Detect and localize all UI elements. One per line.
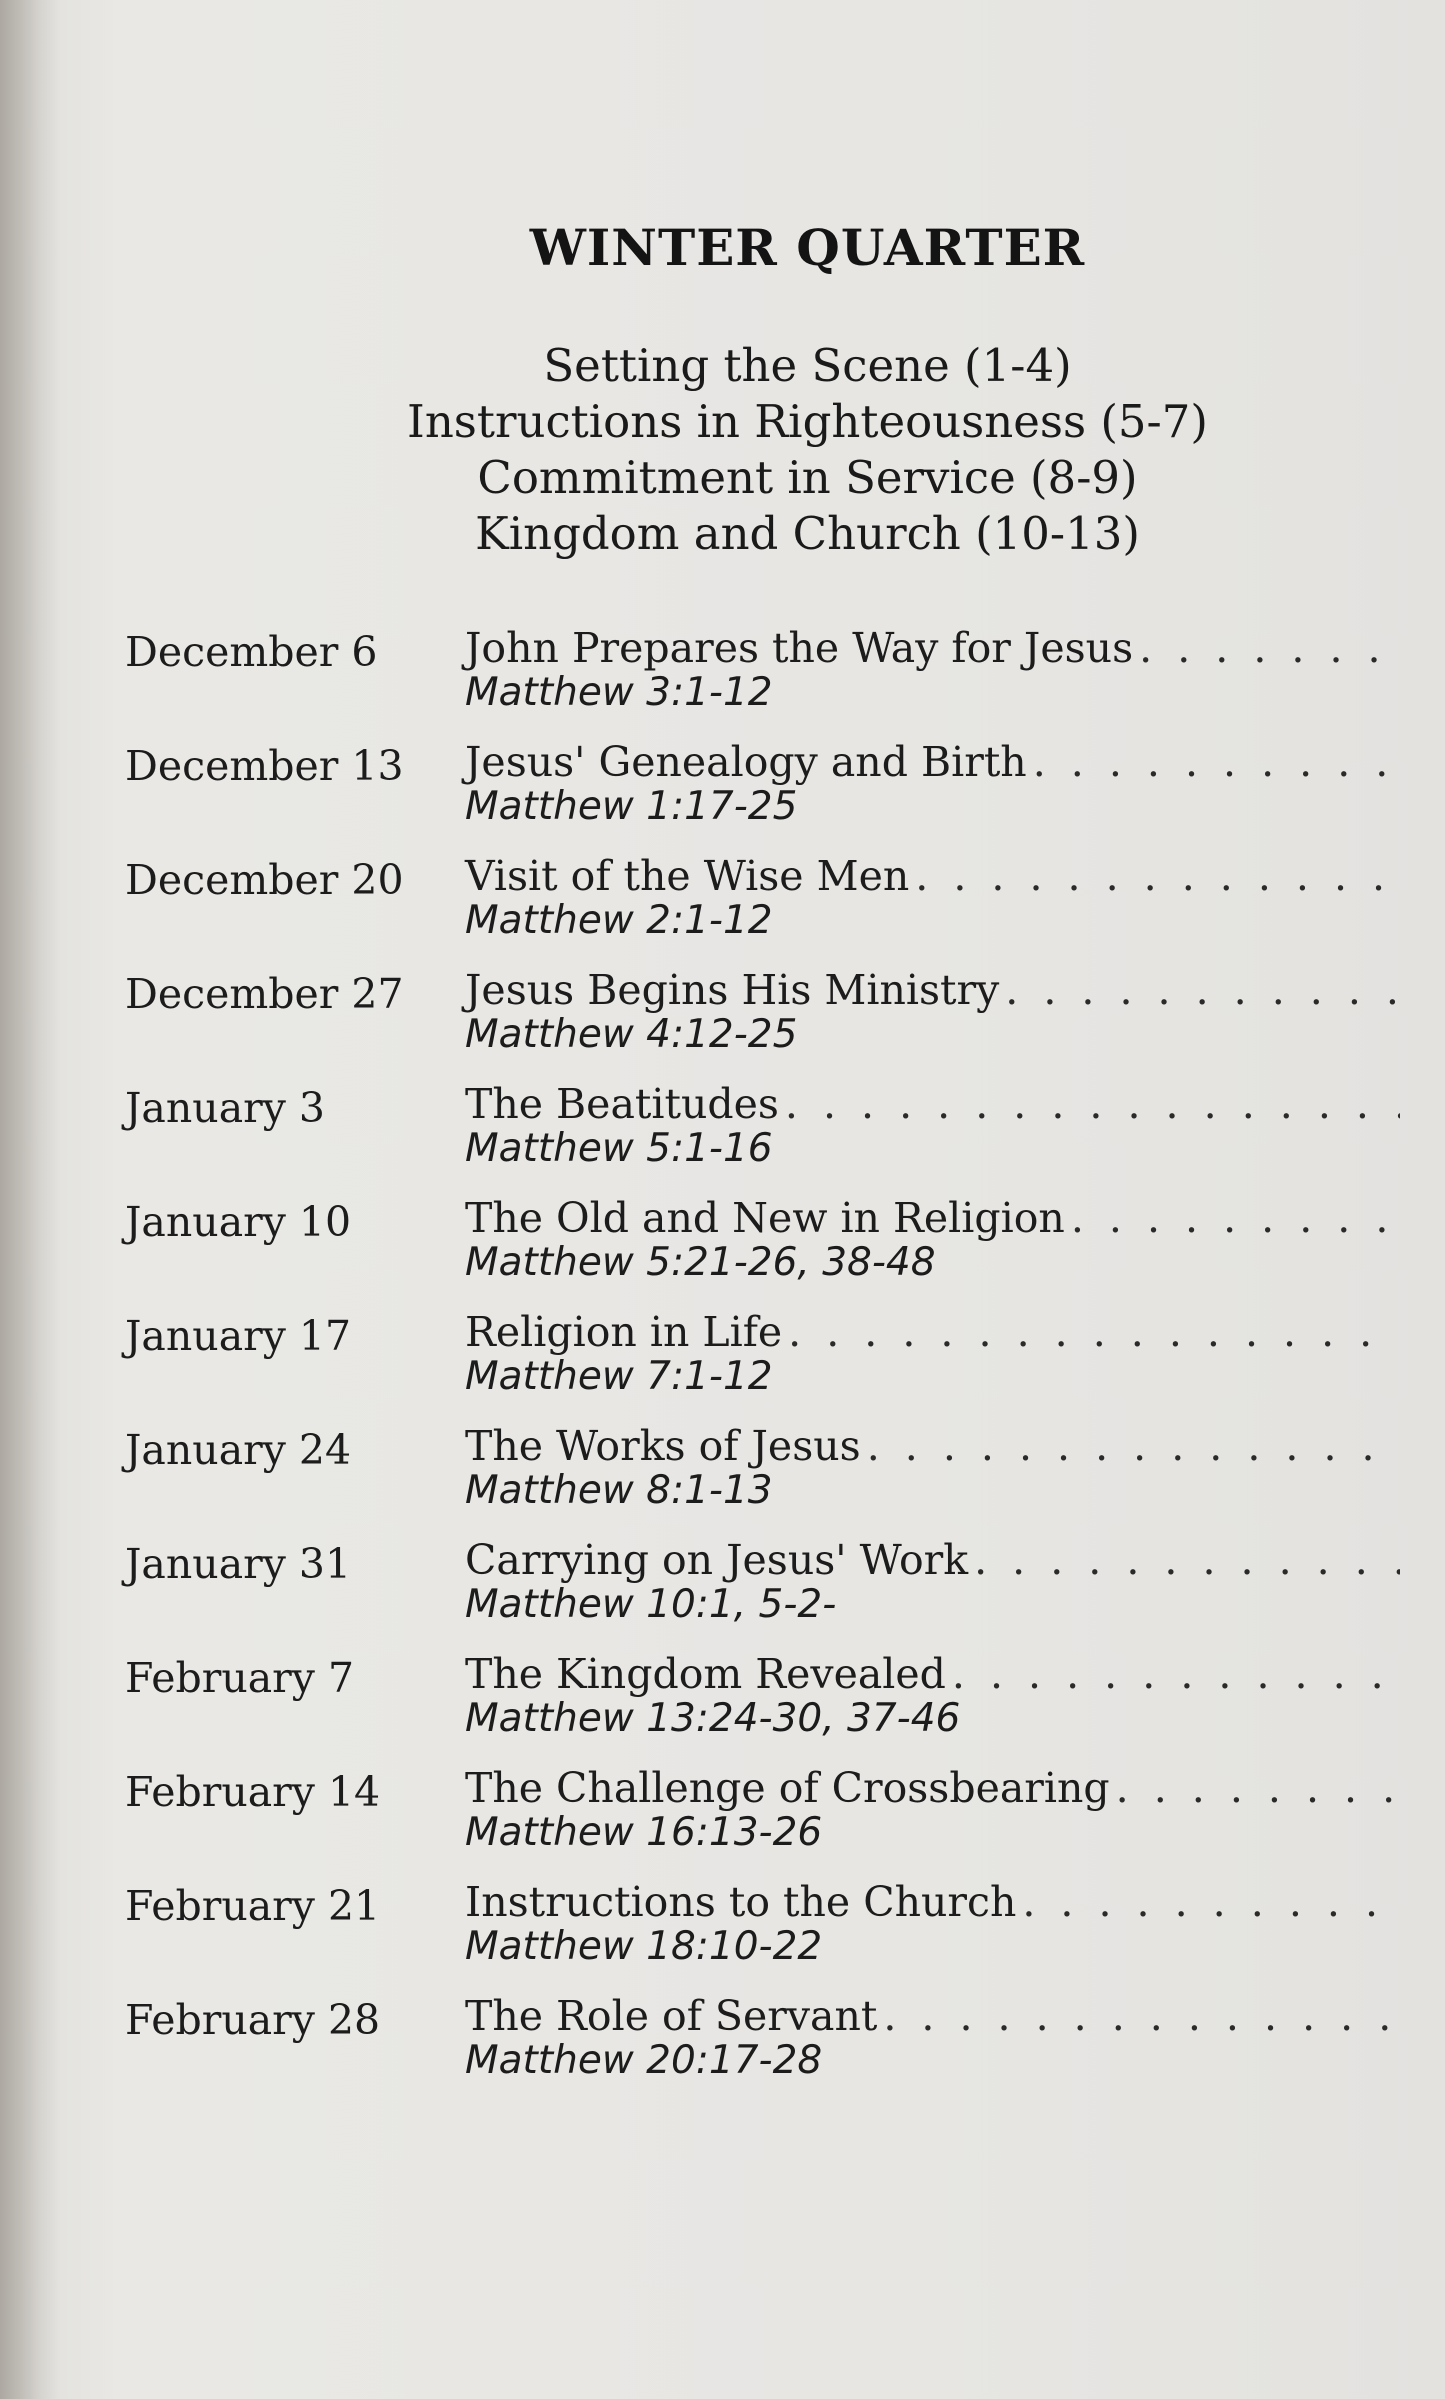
lesson-title: The Old and New in Religion: [465, 1194, 1065, 1242]
lesson-entry: [465, 1993, 1400, 2083]
lesson-row: [125, 739, 1400, 853]
lesson-date: January 31: [125, 1540, 352, 1588]
dot-leader: [974, 1537, 1400, 1583]
lesson-date: December 27: [125, 970, 404, 1018]
lesson-row: [125, 1537, 1400, 1651]
lesson-entry: [465, 967, 1400, 1057]
lesson-scripture: Matthew 8:1-13: [465, 1468, 773, 1513]
dot-leader: [1116, 1765, 1400, 1811]
lesson-scripture: Matthew 20:17-28: [465, 2038, 823, 2083]
lesson-date: February 21: [125, 1882, 381, 1930]
lesson-entry: [465, 1081, 1400, 1171]
lesson-row: [125, 1879, 1400, 1993]
lesson-entry: [465, 625, 1400, 715]
lesson-entry: [465, 1309, 1400, 1399]
lesson-title: Instructions to the Church: [465, 1878, 1017, 1926]
lesson-row: [125, 1195, 1400, 1309]
lesson-title: The Beatitudes: [465, 1080, 779, 1128]
dot-leader: [867, 1423, 1400, 1469]
lesson-scripture: Matthew 18:10-22: [465, 1924, 823, 1969]
lesson-date: January 24: [125, 1426, 352, 1474]
lesson-title: Jesus Begins His Ministry: [465, 966, 1000, 1014]
lesson-entry: [465, 1879, 1400, 1969]
lesson-title: The Challenge of Crossbearing: [465, 1764, 1110, 1812]
lesson-title: The Works of Jesus: [465, 1422, 861, 1470]
lesson-row: [125, 1651, 1400, 1765]
dot-leader: [883, 1993, 1400, 2039]
lesson-entry: [465, 1195, 1400, 1285]
unit-item: Setting the Scene (1-4): [543, 339, 1072, 392]
lesson-title: Visit of the Wise Men: [465, 852, 910, 900]
lesson-row: [125, 967, 1400, 1081]
lesson-title: The Kingdom Revealed: [465, 1650, 946, 1698]
lesson-title: Carrying on Jesus' Work: [465, 1536, 969, 1584]
lesson-date: February 7: [125, 1654, 355, 1702]
dot-leader: [952, 1651, 1400, 1697]
lesson-scripture: Matthew 10:1, 5-2-: [465, 1582, 837, 1627]
lesson-scripture: Matthew 2:1-12: [465, 898, 773, 943]
unit-list: [0, 338, 1445, 562]
lesson-title: Religion in Life: [465, 1308, 783, 1356]
lesson-date: December 13: [125, 742, 404, 790]
unit-item: Kingdom and Church (10-13): [475, 507, 1140, 560]
dot-leader: [1033, 739, 1400, 785]
lesson-scripture: Matthew 4:12-25: [465, 1012, 798, 1057]
lesson-date: January 3: [125, 1084, 326, 1132]
lesson-title: John Prepares the Way for Jesus: [465, 624, 1134, 672]
lesson-row: [125, 1993, 1400, 2107]
lesson-entry: [465, 1765, 1400, 1855]
lesson-row: [125, 1081, 1400, 1195]
lesson-date: February 28: [125, 1996, 381, 2044]
lesson-scripture: Matthew 7:1-12: [465, 1354, 773, 1399]
lesson-title: The Role of Servant: [465, 1992, 878, 2040]
lesson-entry: [465, 853, 1400, 943]
lesson-entry: [465, 1423, 1400, 1513]
lesson-entry: [465, 1537, 1400, 1627]
lesson-scripture: Matthew 16:13-26: [465, 1810, 823, 1855]
dot-leader: [1005, 967, 1400, 1013]
dot-leader: [1022, 1879, 1400, 1925]
dot-leader: [1071, 1195, 1400, 1241]
lesson-scripture: Matthew 1:17-25: [465, 784, 798, 829]
lesson-row: [125, 1423, 1400, 1537]
lesson-entry: [465, 1651, 1400, 1741]
dot-leader: [1139, 625, 1400, 671]
lesson-scripture: Matthew 13:24-30, 37-46: [465, 1696, 961, 1741]
lesson-row: [125, 1309, 1400, 1423]
lesson-row: [125, 853, 1400, 967]
lesson-entry: [465, 739, 1400, 829]
lesson-title: Jesus' Genealogy and Birth: [465, 738, 1027, 786]
lesson-date: December 6: [125, 628, 378, 676]
page-title: WINTER QUARTER: [529, 218, 1086, 277]
lesson-scripture: Matthew 3:1-12: [465, 670, 773, 715]
lesson-row: [125, 1765, 1400, 1879]
dot-leader: [785, 1081, 1400, 1127]
unit-item: Commitment in Service (8-9): [477, 451, 1138, 504]
lesson-date: February 14: [125, 1768, 381, 1816]
lesson-date: January 17: [125, 1312, 352, 1360]
lesson-list: [125, 625, 1400, 2107]
dot-leader: [915, 853, 1400, 899]
lesson-scripture: Matthew 5:1-16: [465, 1126, 773, 1171]
lesson-date: January 10: [125, 1198, 352, 1246]
dot-leader: [788, 1309, 1400, 1355]
lesson-date: December 20: [125, 856, 404, 904]
lesson-scripture: Matthew 5:21-26, 38-48: [465, 1240, 936, 1285]
unit-item: Instructions in Righteousness (5-7): [407, 395, 1208, 448]
lesson-row: [125, 625, 1400, 739]
